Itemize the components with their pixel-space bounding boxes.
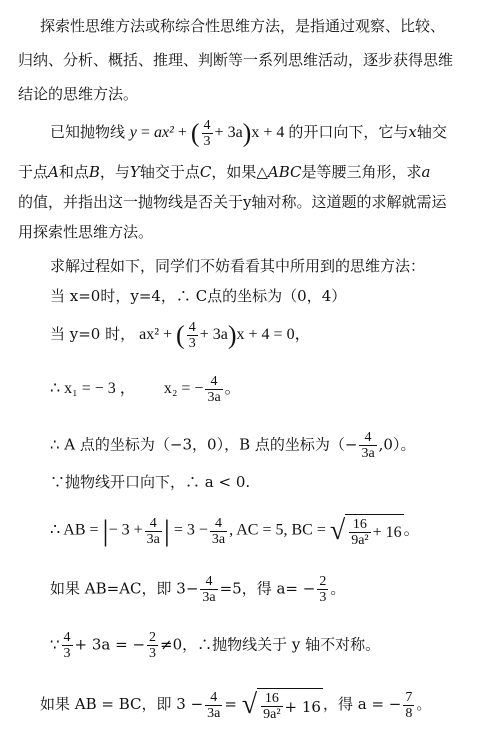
fraction-2-3 bbox=[147, 630, 158, 661]
triangle-ABC: ABC bbox=[267, 163, 302, 181]
var-a: a bbox=[421, 163, 431, 181]
step-text: =5，得 a= − bbox=[219, 579, 316, 598]
problem-text: 的开口向下，它与 bbox=[288, 123, 409, 142]
paren-open: ( bbox=[190, 118, 200, 148]
problem-line-3: 的值，并指出这一抛物线是否关于y轴对称。这道题的求解就需运 bbox=[18, 193, 447, 211]
frac-den: 3 bbox=[188, 336, 196, 351]
problem-text: ，与 bbox=[99, 163, 130, 181]
problem-text: 已知抛物线 bbox=[50, 123, 126, 142]
var-y: y bbox=[129, 124, 137, 142]
frac-num: 2 bbox=[319, 574, 327, 589]
root-x1: ∴ x₁ = − 3 ， bbox=[50, 380, 136, 398]
frac-num: 4 bbox=[210, 516, 227, 532]
frac-num: 4 bbox=[145, 516, 162, 532]
fraction-4-3a bbox=[359, 430, 376, 461]
paren-close: ) bbox=[242, 118, 252, 148]
step-text: 当 y=0 时， bbox=[50, 325, 136, 344]
problem-text: 是等腰三角形，求 bbox=[301, 163, 422, 181]
term-3a: + 3a bbox=[199, 326, 228, 344]
var-x2: x² bbox=[161, 124, 174, 142]
frac-num: 2 bbox=[149, 630, 157, 645]
frac-num: 4 bbox=[188, 320, 196, 335]
step-text: ，得 a = − bbox=[322, 695, 402, 713]
frac-num: 4 bbox=[359, 430, 376, 446]
step-text: + 16 bbox=[372, 523, 402, 541]
solution-case-ab-bc bbox=[40, 688, 431, 722]
root-x2: x₂ = − bbox=[163, 380, 204, 398]
frac-den: 3 bbox=[319, 590, 327, 605]
step-text: + 3a = − bbox=[74, 635, 146, 654]
radical-sign: √ bbox=[241, 689, 258, 720]
frac-num: 4 bbox=[200, 574, 217, 590]
fraction-4-3a bbox=[205, 374, 222, 405]
problem-text: 和点 bbox=[58, 163, 89, 181]
point-B: B bbox=[88, 163, 100, 181]
solution-points bbox=[50, 430, 415, 461]
term-x-plus-4: x + 4 bbox=[251, 124, 285, 142]
paren-close: ) bbox=[227, 320, 237, 350]
frac-den: 9a² bbox=[351, 533, 369, 548]
frac-num: 4 bbox=[203, 118, 211, 133]
frac-den: 3a bbox=[207, 390, 221, 405]
problem-line-4: 用探索性思维方法。 bbox=[18, 223, 154, 241]
term-ax2: ax² + bbox=[139, 326, 173, 344]
point-A: A bbox=[48, 163, 59, 181]
fraction-4-3a bbox=[210, 516, 227, 547]
step-text: ,0）。 bbox=[378, 435, 416, 454]
punct: 。 bbox=[403, 521, 420, 539]
abs-inner: − 3 + bbox=[108, 521, 143, 539]
frac-num: 4 bbox=[205, 374, 222, 390]
problem-text: 轴交 bbox=[416, 123, 447, 142]
solution-distances bbox=[50, 514, 420, 548]
var-a: a bbox=[153, 124, 162, 142]
axis-Y: Y bbox=[129, 163, 140, 181]
punct: 。 bbox=[330, 579, 346, 598]
eq-sign: = bbox=[140, 124, 150, 142]
frac-num: 7 bbox=[405, 689, 413, 705]
step-text: 如果 AB=AC，即 3− bbox=[50, 579, 199, 598]
solution-step-quadratic bbox=[50, 320, 311, 351]
term-tail: x + 4 = 0， bbox=[236, 326, 311, 344]
intro-line-2: 归纳、分析、概括、推理、判断等一系列思维活动，逐步获得思维 bbox=[18, 51, 454, 69]
step-text: ≠0，∴抛物线关于 y 轴不对称。 bbox=[160, 635, 381, 654]
frac-den: 8 bbox=[405, 705, 413, 721]
frac-den: 3a bbox=[207, 705, 221, 721]
frac-den: 3a bbox=[361, 446, 375, 461]
paren-open: ( bbox=[176, 320, 185, 350]
step-text: + 16 bbox=[284, 697, 321, 716]
solution-roots bbox=[50, 374, 241, 405]
step-text: ∵ bbox=[50, 635, 60, 654]
step-text: , AC = 5, BC = bbox=[229, 521, 326, 539]
fraction-4-3a bbox=[200, 574, 217, 605]
fraction-2-3 bbox=[317, 574, 328, 605]
var-x: x bbox=[408, 123, 417, 142]
point-C: C bbox=[199, 163, 212, 181]
punct: 。 bbox=[416, 695, 432, 713]
fraction-16-9a2 bbox=[261, 691, 282, 722]
sqrt-expression bbox=[242, 688, 323, 722]
radical-sign: √ bbox=[329, 515, 346, 546]
step-text: ∴ AB = bbox=[50, 521, 99, 539]
radicand bbox=[257, 688, 323, 722]
problem-line-2 bbox=[18, 162, 430, 182]
step-text: = 3 − bbox=[173, 521, 208, 539]
frac-den: 9a² bbox=[263, 707, 281, 722]
solution-case-ab-ac bbox=[50, 574, 345, 605]
radicand bbox=[345, 514, 403, 548]
frac-den: 3a bbox=[146, 531, 160, 547]
problem-text: 轴交于点 bbox=[139, 163, 200, 181]
punct: 。 bbox=[224, 380, 241, 398]
frac-num: 16 bbox=[261, 691, 282, 707]
term-3a: + 3a bbox=[214, 124, 243, 142]
frac-den: 3 bbox=[149, 646, 157, 661]
abs-close: | bbox=[163, 514, 170, 547]
fraction-4-3 bbox=[62, 630, 73, 661]
fraction-7-8 bbox=[403, 690, 414, 721]
step-text: ∴ A 点的坐标为（−3，0），B 点的坐标为（− bbox=[50, 435, 358, 454]
solution-check-symmetry bbox=[50, 630, 380, 661]
eq-sign: = bbox=[224, 695, 237, 713]
step-text: 如果 AB = BC，即 3 − bbox=[40, 695, 204, 713]
sqrt-expression bbox=[330, 514, 404, 548]
problem-line-1 bbox=[50, 118, 447, 149]
frac-den: 3 bbox=[203, 134, 211, 149]
solution-step-c: 当 x=0时，y=4，∴ C点的坐标为（0，4） bbox=[50, 287, 347, 305]
solution-a-negative: ∵抛物线开口向下，∴ a < 0. bbox=[50, 473, 251, 491]
intro-line-1: 探索性思维方法或称综合性思维方法，是指通过观察、比较、 bbox=[40, 17, 446, 35]
fraction-4-3 bbox=[202, 118, 213, 149]
solution-intro: 求解过程如下，同学们不妨看看其中所用到的思维方法： bbox=[50, 257, 426, 275]
frac-den: 3 bbox=[63, 646, 71, 661]
plus-sign: + bbox=[177, 124, 187, 142]
frac-den: 3a bbox=[202, 590, 216, 605]
fraction-4-3a bbox=[145, 516, 162, 547]
frac-num: 4 bbox=[63, 630, 71, 645]
problem-text: ，如果△ bbox=[211, 163, 268, 181]
fraction-4-3a bbox=[205, 690, 222, 721]
frac-num: 4 bbox=[205, 690, 222, 706]
parabola-equation bbox=[129, 118, 289, 149]
frac-den: 3a bbox=[211, 531, 226, 547]
fraction-16-9a2 bbox=[349, 517, 370, 548]
fraction-4-3 bbox=[187, 320, 198, 351]
intro-line-3: 结论的思维方法。 bbox=[18, 85, 139, 103]
problem-text: 于点 bbox=[18, 163, 49, 181]
abs-open: | bbox=[102, 514, 109, 547]
frac-num: 16 bbox=[349, 517, 370, 533]
